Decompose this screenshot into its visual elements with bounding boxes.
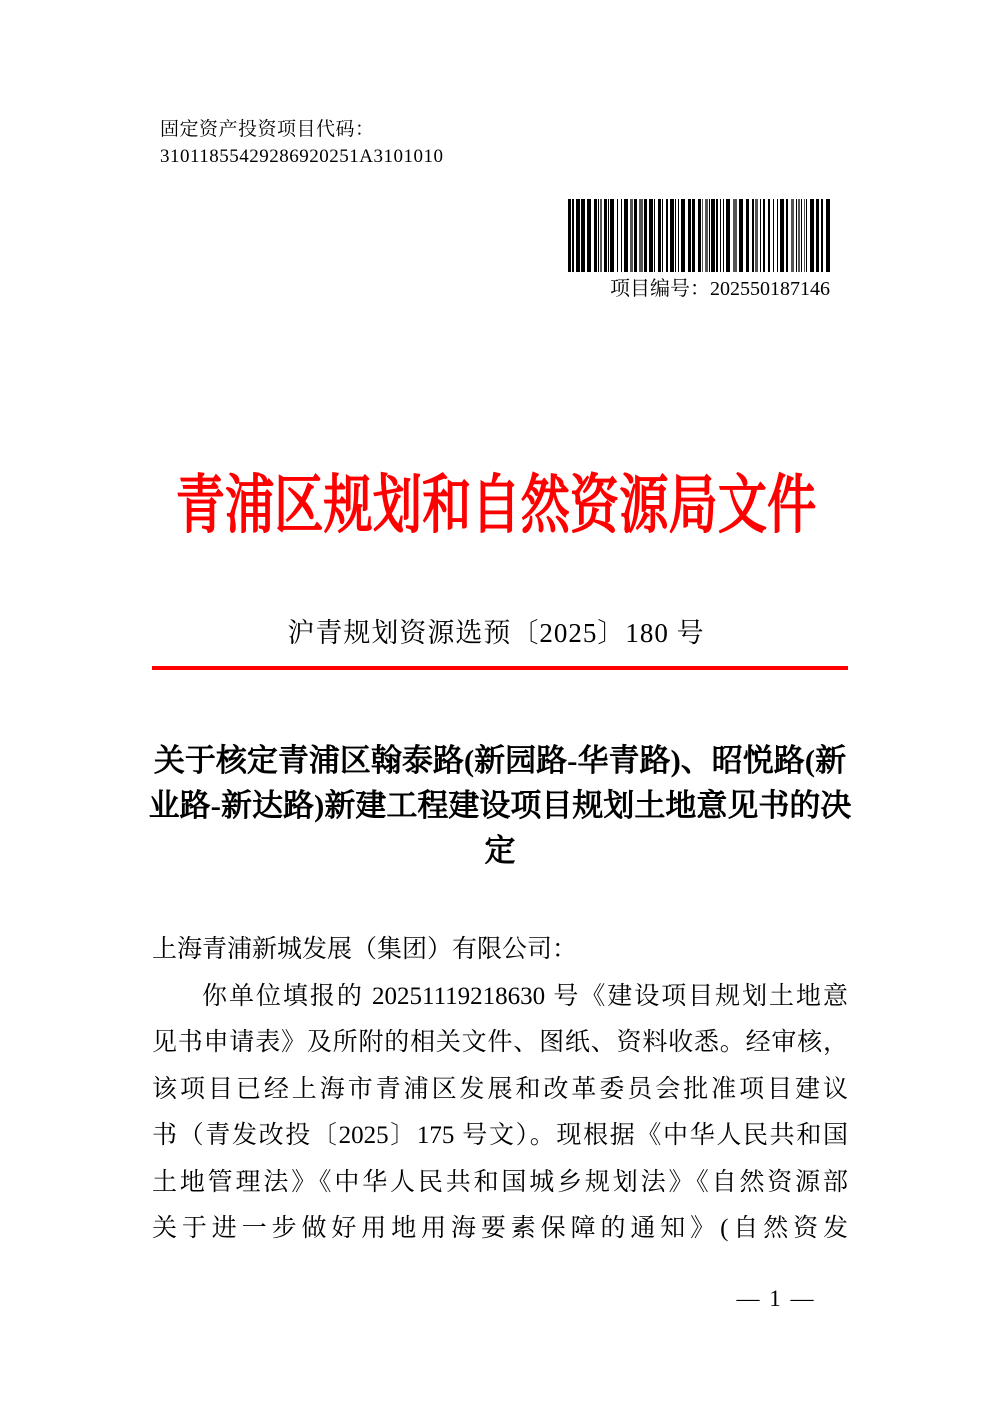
barcode xyxy=(568,199,830,272)
heading-line: 定 xyxy=(484,833,516,868)
body-line: 土地管理法》《中华人民共和国城乡规划法》《自然资源部 xyxy=(152,1168,848,1196)
body-line: 关于进一步做好用地用海要素保障的通知》(自然资发 xyxy=(152,1215,848,1242)
fixed-asset-project-code-block xyxy=(160,116,444,170)
body-line: 你单位填报的 20251119218630 号《建设项目规划土地意 xyxy=(202,982,848,1010)
heading-line: 关于核定青浦区翰泰路(新园路-华青路)、昭悦路(新 xyxy=(153,743,847,778)
document-heading xyxy=(146,738,854,873)
project-number-label: 项目编号： xyxy=(610,278,710,300)
project-number-value: 202550187146 xyxy=(710,278,830,300)
project-code-value: 31011855429286920251A3101010 xyxy=(160,146,444,167)
heading-line: 业路-新达路)新建工程建设项目规划土地意见书的决 xyxy=(148,788,852,823)
barcode-image xyxy=(568,199,830,272)
document-reference-number: 沪青规划资源选预〔2025〕180 号 xyxy=(287,618,705,648)
masthead-red-rule xyxy=(152,666,848,670)
body-line: 该项目已经上海市青浦区发展和改革委员会批准项目建议 xyxy=(152,1075,848,1103)
page-number: — 1 — xyxy=(736,1286,816,1311)
agency-masthead-title: 青浦区规划和自然资源局文件 xyxy=(175,470,817,541)
salutation-line: 上海青浦新城发展（集团）有限公司： xyxy=(152,936,578,963)
project-code-label: 固定资产投资项目代码： xyxy=(160,119,375,140)
body-line: 书（青发改投〔2025〕175 号文）。现根据《中华人民共和国 xyxy=(152,1122,848,1149)
project-number-caption xyxy=(530,276,830,302)
document-body xyxy=(152,927,848,1253)
body-line: 见书申请表》及所附的相关文件、图纸、资料收悉。经审核， xyxy=(152,1029,848,1056)
